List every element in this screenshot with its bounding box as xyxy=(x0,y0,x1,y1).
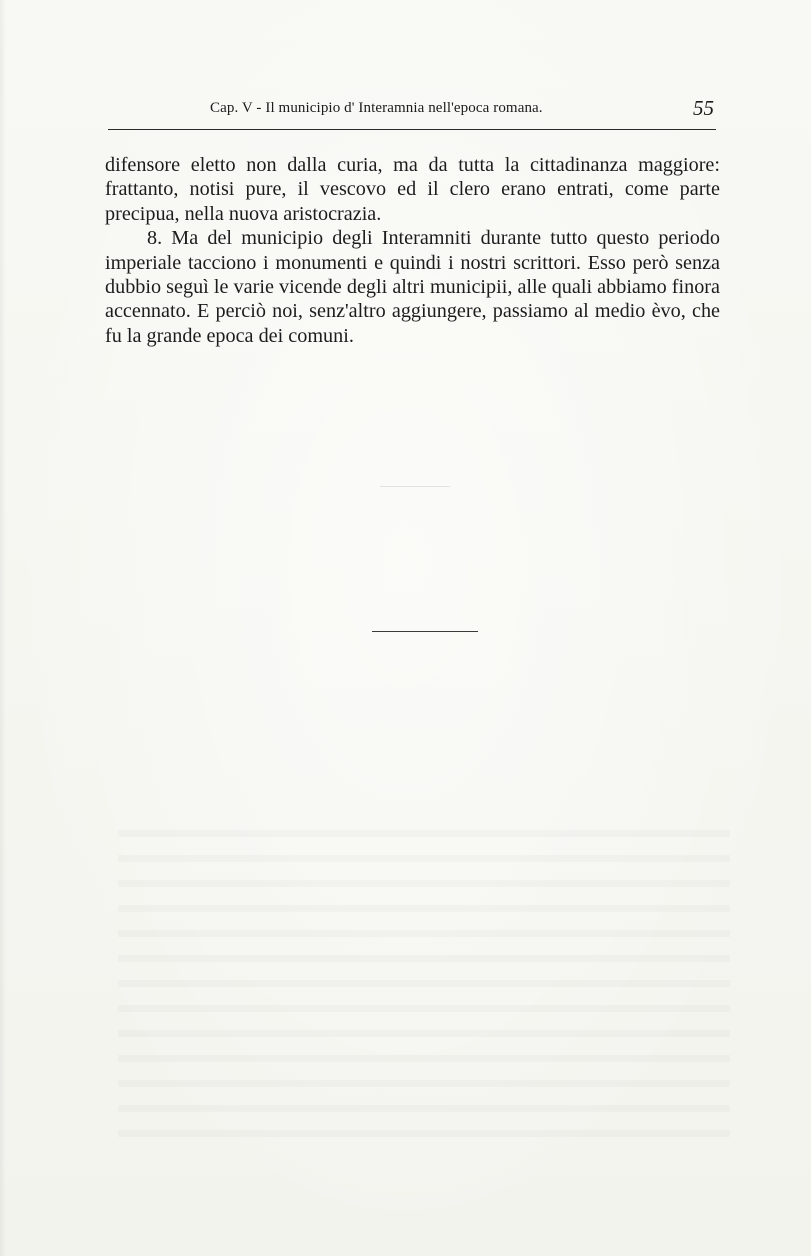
show-through-text-block xyxy=(118,812,730,1137)
body-text xyxy=(105,153,720,348)
running-header xyxy=(108,96,718,126)
paragraph-section-8: 8. Ma del municipio degli Interamniti durante tutto questo periodo imperiale tacciono i monumenti e quindi i nostri scrittori. Esso però senza dubbio seguì le varie vicende degli altri municipii, alle quali abbiamo finora accennato. E perciò noi, senz'altro aggiungere, passiamo al medio èvo, che fu la grande epoca dei comuni. xyxy=(105,227,720,347)
page-binding-edge xyxy=(0,0,6,1256)
header-rule xyxy=(108,129,716,130)
running-title: Cap. V - Il municipio d' Interamnia nell'epoca romana. xyxy=(210,100,543,116)
page-number: 55 xyxy=(693,96,714,120)
paragraph-continuation: difensore eletto non dalla curia, ma da tutta la cittadinanza maggiore: frattanto, notisi pure, il vescovo ed il clero erano entrati, come parte precipua, nella nuova aristocrazia. xyxy=(105,154,720,225)
show-through-rule xyxy=(380,486,450,487)
section-divider-rule xyxy=(372,631,478,632)
